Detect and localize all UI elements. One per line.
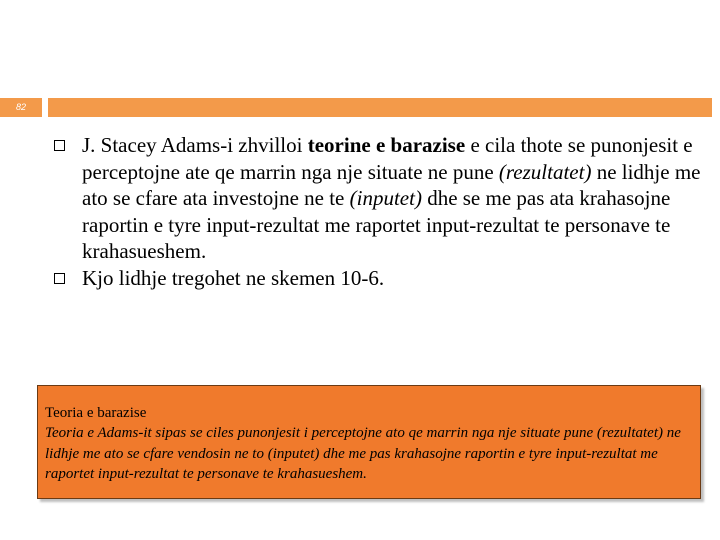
title-bar xyxy=(48,98,712,117)
bullet-italic-term: (rezultatet) xyxy=(498,159,592,184)
bullet-italic-term: (inputet) xyxy=(349,186,422,210)
callout-box xyxy=(37,385,701,499)
square-bullet-icon xyxy=(54,273,65,284)
bullet-list xyxy=(54,132,704,291)
callout-body: Teoria e Adams-it sipas se ciles punonjesit i perceptojne ato qe marrin nga nje situate pune (rezultatet) ne lidhje me ato se cfare vendosin ne to (inputet) dhe me pas krahasojne raportin e tyre input-rezultat me raportet input-rezultat te personave te krahasueshem. xyxy=(45,425,681,482)
bullet-item xyxy=(54,265,704,292)
square-bullet-icon xyxy=(54,140,65,151)
bullet-text: Kjo lidhje tregohet ne skemen 10-6. xyxy=(82,265,385,290)
slide-number: 82 xyxy=(15,102,26,112)
bullet-item xyxy=(54,132,704,265)
bullet-bold-term: teorine e barazise xyxy=(307,133,466,157)
callout-title: Teoria e barazise xyxy=(45,405,147,421)
bullet-text: dhe se me pas ata krahasojne raportin e tyre input-rezultat me raportet input-rezultat te personave te krahasueshem. xyxy=(82,186,671,263)
bullet-text: ne lidhje me ato se cfare ata investojne ne te xyxy=(82,159,701,210)
bullet-text: e cila thote se punonjesit e perceptojne ate qe marrin nga nje situate ne pune xyxy=(82,133,693,184)
bullet-text: J. Stacey Adams-i zhvilloi xyxy=(82,133,308,157)
